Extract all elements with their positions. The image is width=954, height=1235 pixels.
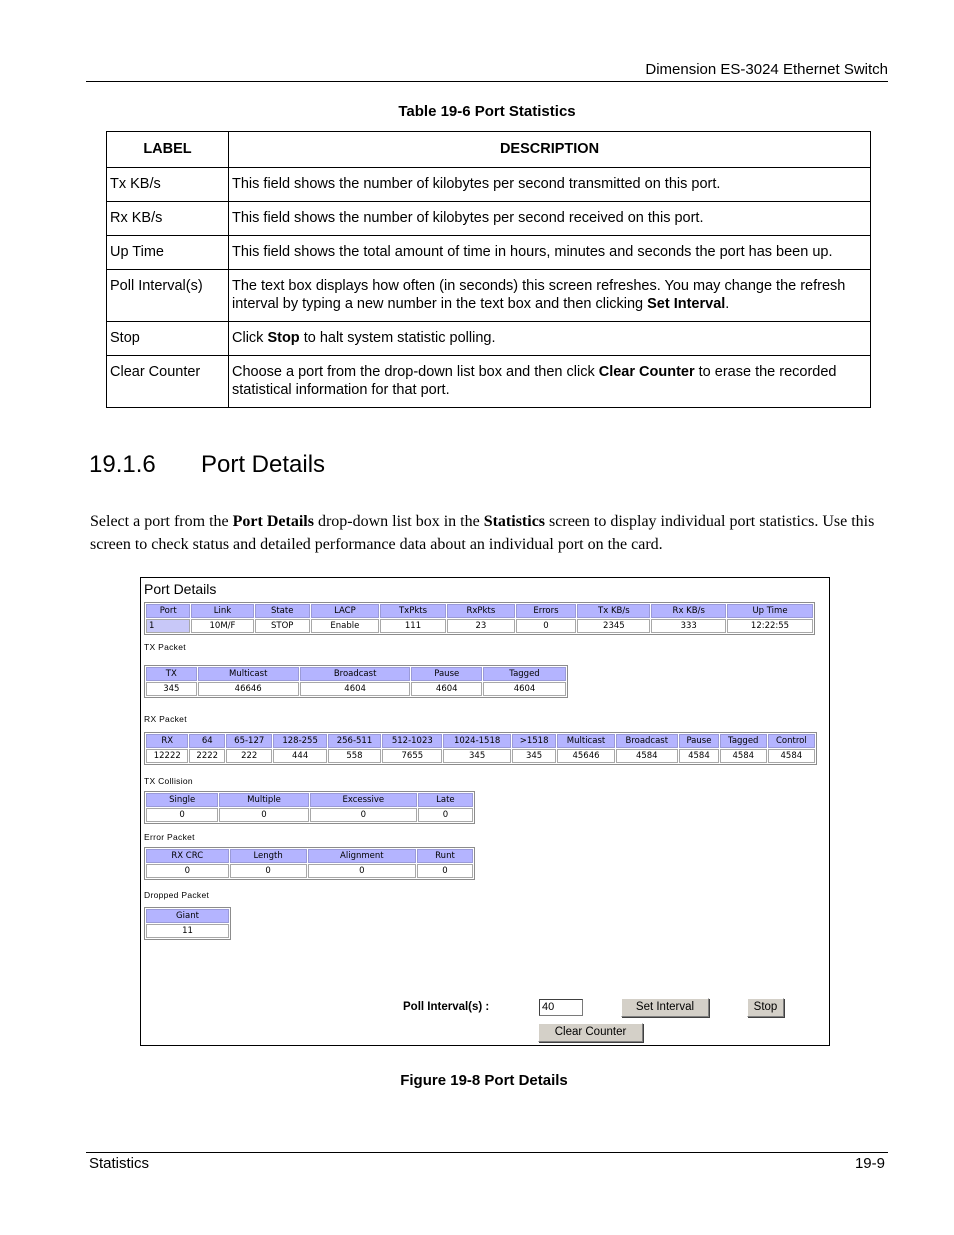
table-row (107, 236, 871, 270)
grid-header-cell: Tagged (483, 667, 566, 681)
desc-bold-term: Set Interval (647, 296, 726, 312)
grid-value-cell: 46646 (198, 682, 299, 696)
grid-header-cell: Up Time (727, 604, 813, 618)
para-text: Select a port from the (90, 513, 233, 530)
grid-header-row (146, 667, 566, 681)
clear-counter-button[interactable]: Clear Counter (538, 1023, 643, 1042)
row-description (229, 168, 871, 202)
grid-value-cell: 4604 (300, 682, 411, 696)
grid-header-cell: 256-511 (328, 734, 381, 748)
grid-value-row (146, 808, 473, 822)
grid-header-cell: Rx KB/s (651, 604, 726, 618)
row-label: Clear Counter (107, 356, 229, 408)
grid-header-row (146, 909, 229, 923)
grid-value-cell: 0 (219, 808, 308, 822)
grid-header-cell: Runt (417, 849, 473, 863)
para-text: drop-down list box in the (313, 513, 484, 530)
grid-header-cell: Alignment (308, 849, 416, 863)
footer-page-number: 19-9 (854, 1155, 885, 1172)
row-label: Poll Interval(s) (107, 270, 229, 322)
grid-value-cell: 4584 (616, 749, 678, 763)
grid-header-cell: 128-255 (273, 734, 326, 748)
desc-text: This field shows the total amount of time in hours, minutes and seconds the port has been up. (232, 244, 833, 260)
grid-value-row (146, 682, 566, 696)
grid-header-cell: Length (230, 849, 307, 863)
grid-header-cell: Link (191, 604, 253, 618)
grid-header-cell: RX CRC (146, 849, 229, 863)
grid-header-cell: Pause (679, 734, 719, 748)
grid-value-cell: 12222 (146, 749, 188, 763)
row-description (229, 322, 871, 356)
table-row (107, 168, 871, 202)
row-label: Up Time (107, 236, 229, 270)
grid-value-cell: 111 (380, 619, 446, 633)
grid-value-row (146, 924, 229, 938)
poll-interval-label: Poll Interval(s) : (403, 1001, 490, 1013)
header-rule (86, 81, 888, 82)
grid-header-cell: Tagged (720, 734, 767, 748)
error-packet-table (144, 847, 475, 880)
grid-header-cell: 64 (189, 734, 225, 748)
grid-value-cell: 0 (146, 808, 218, 822)
desc-text: The text box displays how often (in seconds) this screen refreshes. You may change the refresh interval by typing a new number in the text box and then clicking (232, 278, 846, 312)
grid-value-cell: 2222 (189, 749, 225, 763)
desc-text: to erase the recorded statistical information for that port. (232, 364, 837, 398)
footer-chapter: Statistics (89, 1155, 150, 1172)
poll-interval-input[interactable]: 40 (539, 999, 583, 1016)
desc-text: This field shows the number of kilobytes per second received on this port. (232, 210, 704, 226)
grid-header-cell: LACP (311, 604, 379, 618)
section-paragraph (90, 510, 890, 556)
grid-value-cell: 7655 (382, 749, 442, 763)
set-interval-button[interactable]: Set Interval (621, 998, 709, 1017)
grid-value-cell: 1 (146, 619, 190, 633)
grid-value-cell: 0 (418, 808, 473, 822)
desc-bold-term: Clear Counter (598, 364, 695, 380)
grid-header-row (146, 849, 473, 863)
para-text: screen to display individual port statistics. Use this screen to check status and detailed performance data about an individual port on the card. (90, 513, 875, 553)
table-row (107, 202, 871, 236)
row-label: Tx KB/s (107, 168, 229, 202)
column-header-label: LABEL (107, 132, 229, 168)
grid-value-cell: 222 (226, 749, 272, 763)
grid-value-cell: 0 (516, 619, 577, 633)
grid-value-cell: 0 (230, 864, 307, 878)
grid-value-cell: 4584 (720, 749, 767, 763)
tx-packet-label: TX Packet (144, 642, 186, 652)
table-body (107, 168, 871, 408)
grid-value-cell: 0 (146, 864, 229, 878)
grid-value-cell: 45646 (557, 749, 614, 763)
grid-value-cell: 23 (447, 619, 515, 633)
section-heading (89, 451, 325, 479)
grid-value-cell: 0 (417, 864, 473, 878)
tx-collision-table (144, 791, 475, 824)
dropped-packet-label: Dropped Packet (144, 890, 210, 900)
grid-value-cell: 4604 (483, 682, 566, 696)
row-description (229, 236, 871, 270)
grid-header-cell: TX (146, 667, 197, 681)
table-caption: Table 19-6 Port Statistics (398, 103, 576, 120)
grid-header-row (146, 734, 815, 748)
grid-header-cell: >1518 (512, 734, 557, 748)
grid-value-cell: 4604 (411, 682, 482, 696)
figure-caption: Figure 19-8 Port Details (400, 1072, 568, 1089)
screen-title: Port Details (144, 581, 217, 597)
grid-value-cell: STOP (255, 619, 310, 633)
para-bold-statistics: Statistics (483, 513, 546, 530)
grid-header-cell: Errors (516, 604, 577, 618)
desc-text: to halt system statistic polling. (299, 330, 496, 346)
section-title: Port Details (201, 451, 326, 478)
grid-header-cell: Giant (146, 909, 229, 923)
table-row (107, 270, 871, 322)
column-header-description: DESCRIPTION (229, 132, 871, 168)
section-number: 19.1.6 (89, 451, 156, 478)
grid-value-cell: 2345 (577, 619, 650, 633)
grid-header-cell: Broadcast (300, 667, 411, 681)
grid-value-row (146, 864, 473, 878)
grid-header-cell: Tx KB/s (577, 604, 650, 618)
grid-header-cell: Late (418, 793, 473, 807)
grid-header-row (146, 604, 813, 618)
grid-header-row (146, 793, 473, 807)
grid-header-cell: 1024-1518 (443, 734, 510, 748)
grid-header-cell: RxPkts (447, 604, 515, 618)
row-description (229, 202, 871, 236)
port-statistics-table (106, 131, 871, 408)
desc-text: Choose a port from the drop-down list box and then click (232, 364, 599, 380)
desc-text: This field shows the number of kilobytes per second transmitted on this port. (232, 176, 721, 192)
grid-header-cell: Single (146, 793, 218, 807)
tx-packet-table (144, 665, 568, 698)
grid-header-cell: Multicast (557, 734, 614, 748)
grid-value-cell: 10M/F (191, 619, 253, 633)
grid-header-cell: 512-1023 (382, 734, 442, 748)
row-label: Rx KB/s (107, 202, 229, 236)
grid-value-cell: 345 (512, 749, 557, 763)
footer-rule (86, 1152, 888, 1153)
table-row (107, 356, 871, 408)
grid-value-cell: 333 (651, 619, 726, 633)
para-bold-port-details: Port Details (232, 513, 314, 530)
port-summary-table (144, 602, 815, 635)
grid-header-cell: RX (146, 734, 188, 748)
table-row (107, 322, 871, 356)
stop-button[interactable]: Stop (747, 998, 784, 1017)
grid-value-cell: 345 (146, 682, 197, 696)
row-description (229, 270, 871, 322)
grid-value-cell: 11 (146, 924, 229, 938)
grid-value-cell: 558 (328, 749, 381, 763)
grid-value-row (146, 749, 815, 763)
grid-header-cell: Port (146, 604, 190, 618)
grid-value-cell: 444 (273, 749, 326, 763)
grid-header-cell: 65-127 (226, 734, 272, 748)
grid-value-cell: 345 (443, 749, 510, 763)
row-label: Stop (107, 322, 229, 356)
running-header: Dimension ES-3024 Ethernet Switch (645, 61, 888, 78)
grid-header-cell: Multicast (198, 667, 299, 681)
grid-value-cell: 0 (310, 808, 417, 822)
port-details-screenshot (140, 577, 830, 1046)
grid-header-cell: Pause (411, 667, 482, 681)
desc-text: Click (232, 330, 268, 346)
error-packet-label: Error Packet (144, 832, 195, 842)
grid-value-cell: 4584 (768, 749, 815, 763)
grid-header-cell: State (255, 604, 310, 618)
grid-value-cell: 12:22:55 (727, 619, 813, 633)
grid-value-row (146, 619, 813, 633)
desc-bold-term: Stop (267, 330, 300, 346)
grid-value-cell: 0 (308, 864, 416, 878)
desc-text: . (725, 296, 730, 312)
grid-value-cell: 4584 (679, 749, 719, 763)
rx-packet-label: RX Packet (144, 714, 187, 724)
grid-header-cell: Broadcast (616, 734, 678, 748)
dropped-packet-table (144, 907, 231, 940)
grid-header-cell: Multiple (219, 793, 308, 807)
grid-header-cell: Control (768, 734, 815, 748)
grid-header-cell: Excessive (310, 793, 417, 807)
row-description (229, 356, 871, 408)
rx-packet-table (144, 732, 817, 765)
grid-header-cell: TxPkts (380, 604, 446, 618)
tx-collision-label: TX Collision (144, 776, 193, 786)
grid-value-cell: Enable (311, 619, 379, 633)
